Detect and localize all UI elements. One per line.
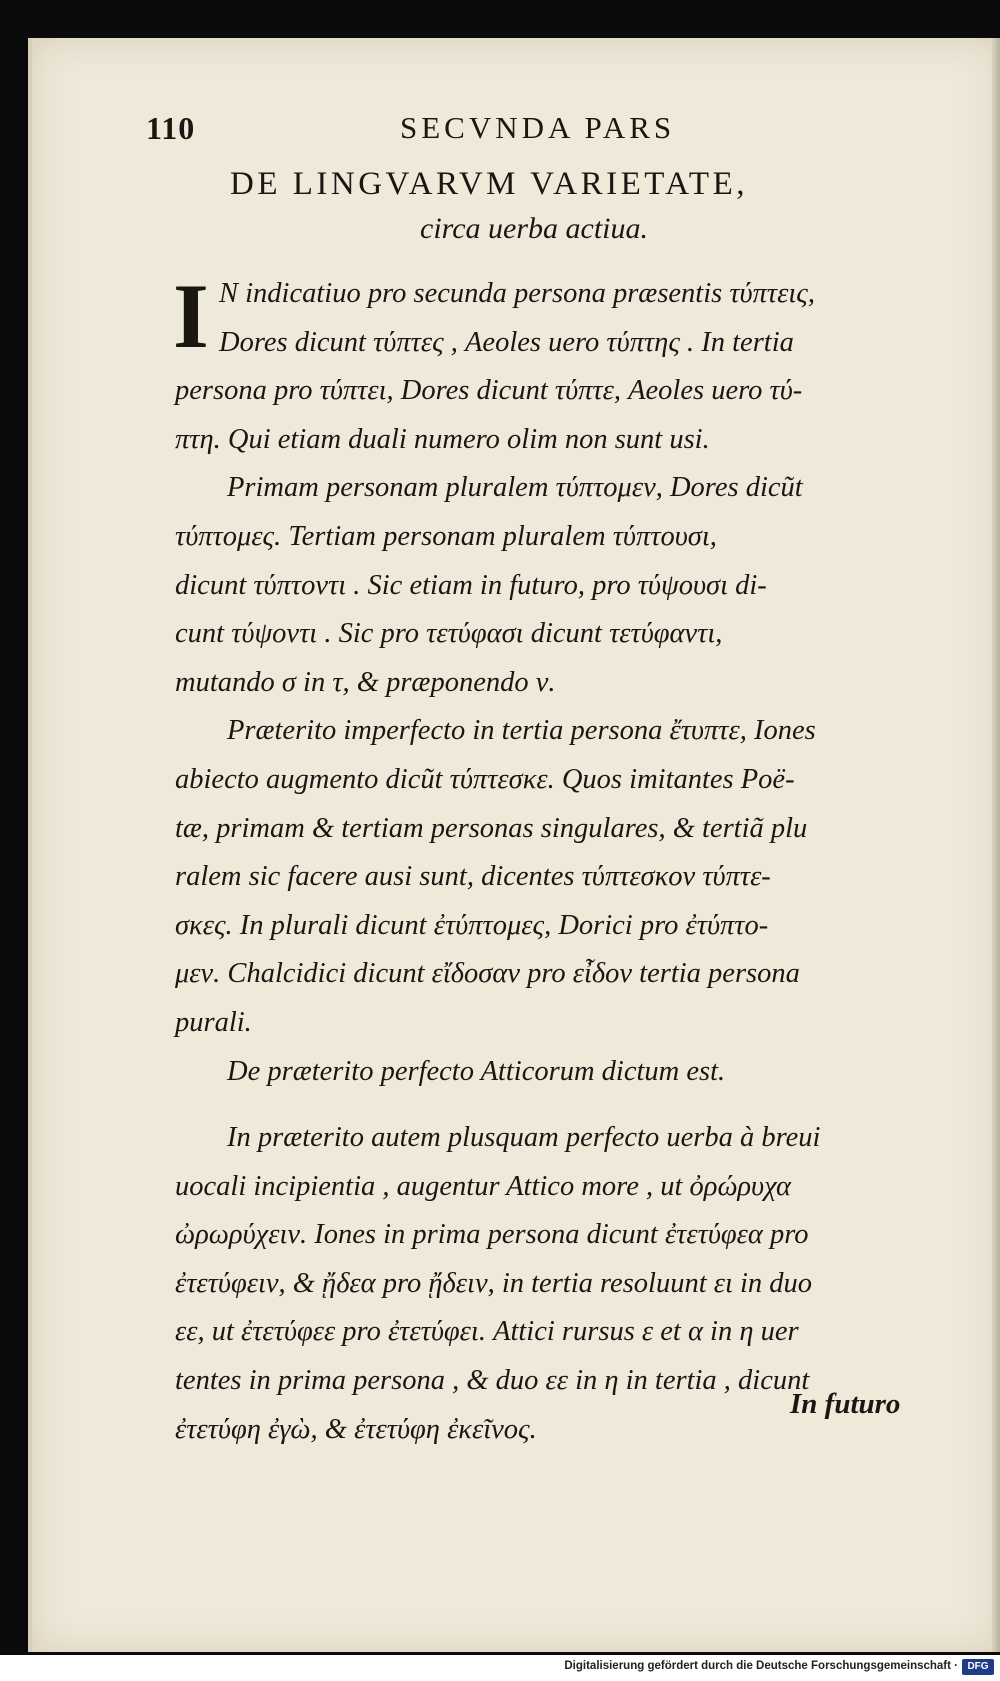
page-number: 110: [146, 110, 196, 146]
text-line: Dores dicunt τύπτες , Aeoles uero τύπτης . In tertia: [219, 326, 794, 358]
text-line: τύπτομες. Tertiam personam pluralem τύπτουσι,: [175, 520, 717, 552]
text-line: uocali incipientia , augentur Attico more , ut ὀρώρυχα: [175, 1170, 791, 1202]
text-line: πτη. Qui etiam duali numero olim non sunt usi.: [175, 423, 710, 455]
funding-credit: Digitalisierung gefördert durch die Deutsche Forschungsgemeinschaft ·: [564, 1660, 958, 1672]
text-line: abiecto augmento dicũt τύπτεσκε. Quos imitantes Poë-: [175, 763, 795, 795]
text-line: purali.: [175, 1006, 252, 1038]
text-line: N indicatiuo pro secunda persona præsentis τύπτεις,: [219, 278, 815, 309]
text-line: tentes in prima persona , & duo εε in η in tertia , dicunt: [175, 1365, 810, 1397]
text-line: ὠρωρύχειν. Iones in prima persona dicunt ἐτετύφεα pro: [175, 1219, 809, 1251]
text-line: ralem sic facere ausi sunt, dicentes τύπτεσκον τύπτε-: [175, 861, 771, 893]
text-line: cunt τύψοντι . Sic pro τετύφασι dicunt τετύφαντι,: [175, 618, 723, 650]
dfg-logo: DFG: [962, 1659, 994, 1675]
text-line: σκες. In plurali dicunt ἐτύπτομες, Dorici pro ἐτύπτο-: [175, 909, 769, 941]
text-line: ἐτετύφειν, & ᾔδεα pro ᾔδειν, in tertia resoluunt ει in duo: [175, 1267, 813, 1299]
text-line: dicunt τύπτοντι . Sic etiam in futuro, pro τύψουσι di-: [175, 569, 767, 601]
text-line: De præterito perfecto Atticorum dictum est.: [227, 1055, 726, 1087]
section-title: DE LINGVARVM VARIETATE,: [230, 166, 748, 202]
text-line: Præterito imperfecto in tertia persona ἔτυπτε, Iones: [227, 715, 816, 747]
digitization-footer: [0, 1655, 1000, 1681]
text-line: μεν. Chalcidici dicunt εἴδοσαν pro εἶδον tertia persona: [175, 958, 800, 990]
text-line: mutando σ in τ, & præponendo ν.: [175, 666, 556, 698]
drop-initial: I: [173, 265, 209, 367]
text-line: tæ, primam & tertiam personas singulares, & tertiã plu: [175, 812, 808, 844]
text-line: εε, ut ἐτετύφεε pro ἐτετύφει. Attici rursus ε et α in η uer: [175, 1316, 799, 1348]
section-subtitle: circa uerba actiua.: [420, 212, 649, 245]
page-edge: [992, 38, 1000, 1652]
text-line: Primam personam pluralem τύπτομεν, Dores dicũt: [227, 472, 803, 504]
catchword: In futuro: [790, 1388, 901, 1420]
text-line: ἐτετύφη ἐγὼ, & ἐτετύφη ἐκεῖνος.: [175, 1413, 537, 1445]
running-head: SECVNDA PARS: [400, 110, 676, 145]
text-line: In præterito autem plusquam perfecto uerba à breui: [227, 1122, 821, 1154]
text-line: persona pro τύπτει, Dores dicunt τύπτε, Aeoles uero τύ-: [175, 375, 803, 407]
text-block: [173, 265, 930, 1454]
